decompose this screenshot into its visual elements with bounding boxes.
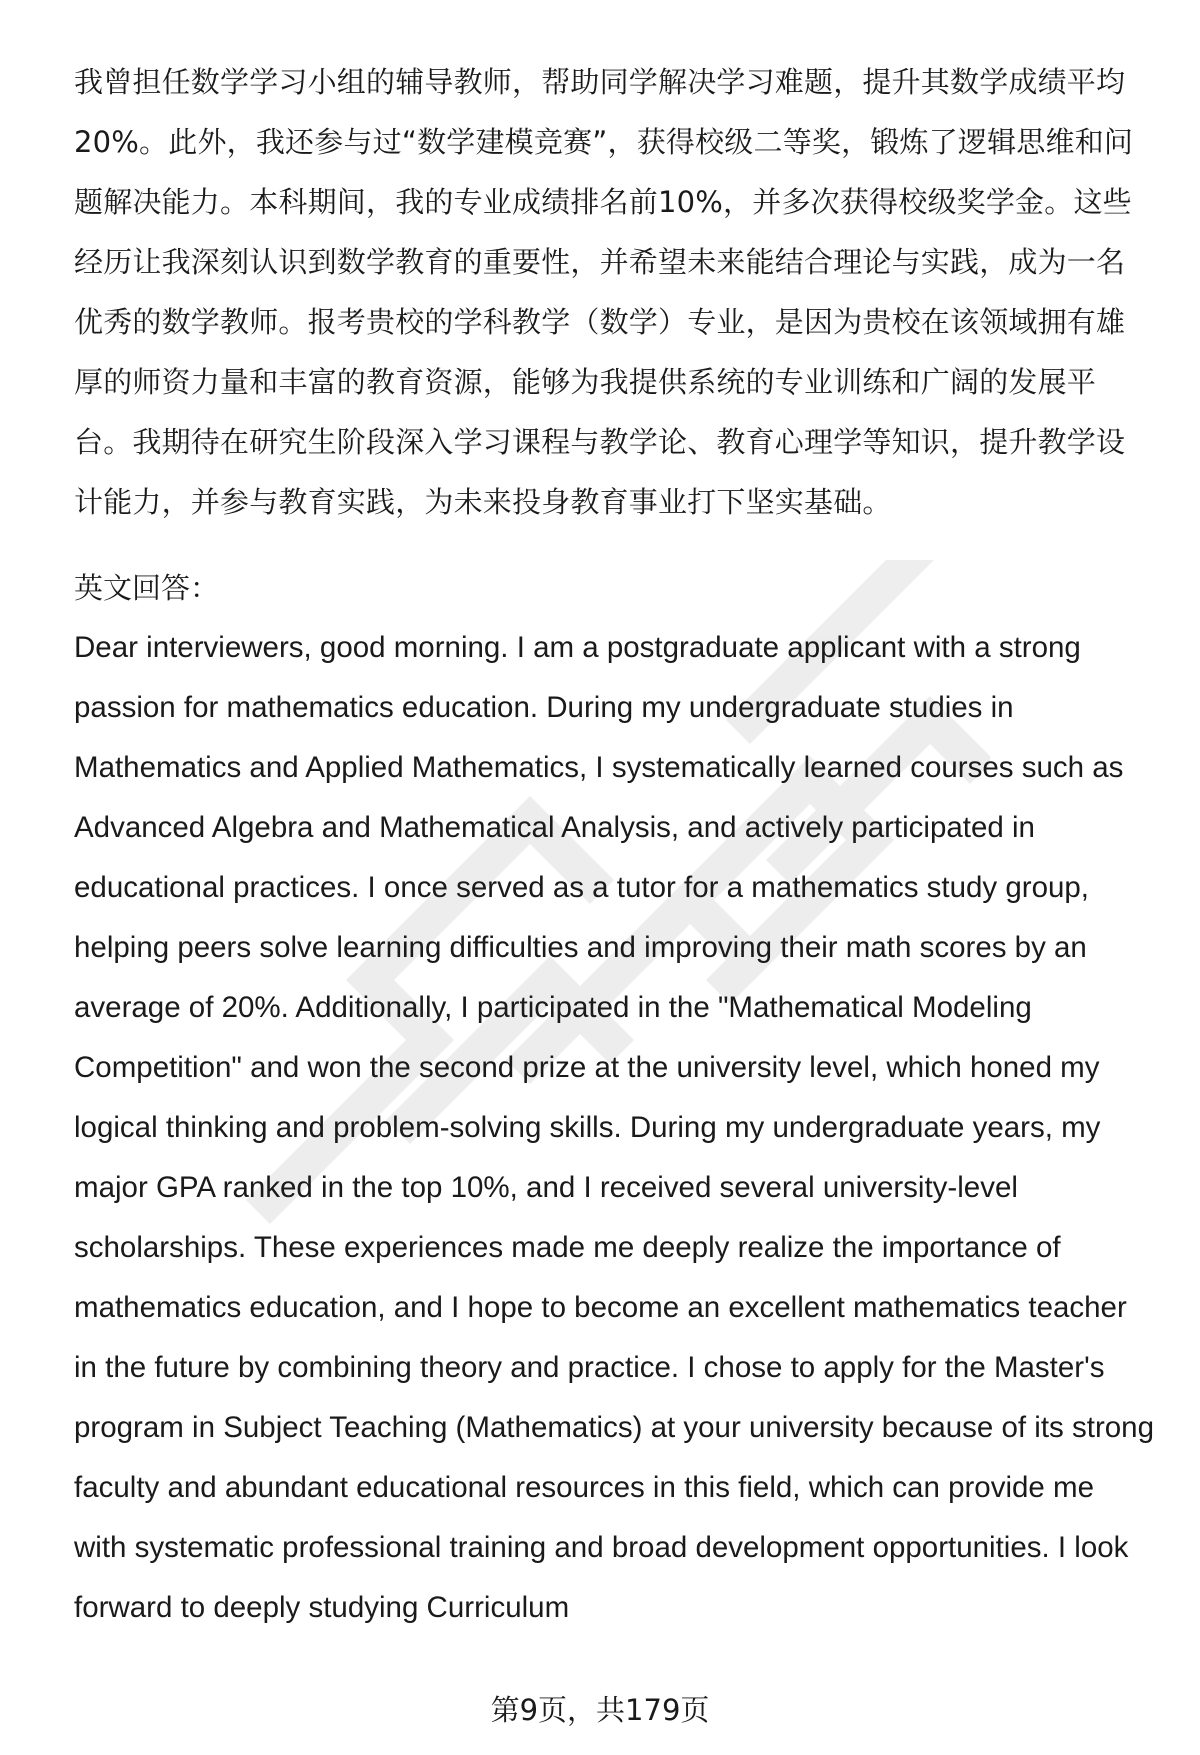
chinese-answer-paragraph: 我曾担任数学学习小组的辅导教师，帮助同学解决学习难题，提升其数学成绩平均20%。此外，我还参与过“数学建模竞赛”，获得校级二等奖，锻炼了逻辑思维和问题解决能力。本科期间，我的专业成绩排名前10%，并多次获得校级奖学金。这些经历让我深刻认识到数学教育的重要性，并希望未来能结合理论与实践，成为一名优秀的数学教师。报考贵校的学科教学（数学）专业，是因为贵校在该领域拥有雄厚的师资力量和丰富的教育资源，能够为我提供系统的专业训练和广阔的发展平台。我期待在研究生阶段深入学习课程与教学论、教育心理学等知识，提升教学设计能力，并参与教育实践，为未来投身教育事业打下坚实基础。 bbox=[74, 65, 1134, 519]
page-content bbox=[74, 52, 1154, 1638]
english-answer-label: 英文回答： bbox=[74, 571, 220, 605]
english-answer-paragraph: Dear interviewers, good morning. I am a postgraduate applicant with a strong passion for mathematics education. During my undergraduate studies in Mathematics and Applied Mathematics, I systematically learned courses such as Advanced Algebra and Mathematical Analysis, and actively participated in educational practices. I once served as a tutor for a mathematics study group, helping peers solve learning difficulties and improving their math scores by an average of 20%. Additionally, I participated in the "Mathematical Modeling Competition" and won the second prize at the university level, which honed my logical thinking and problem-solving skills. During my undergraduate years, my major GPA ranked in the top 10%, and I received several university-level scholarships. These experiences made me deeply realize the importance of mathematics education, and I hope to become an excellent mathematics teacher in the future by combining theory and practice. I chose to apply for the Master's program in Subject Teaching (Mathematics) at your university because of its strong faculty and abundant educational resources in this field, which can provide me with systematic professional training and broad development opportunities. I look forward to deeply studying Curriculum bbox=[74, 631, 1154, 1624]
page-number-footer: 第9页，共179页 bbox=[490, 1693, 710, 1727]
